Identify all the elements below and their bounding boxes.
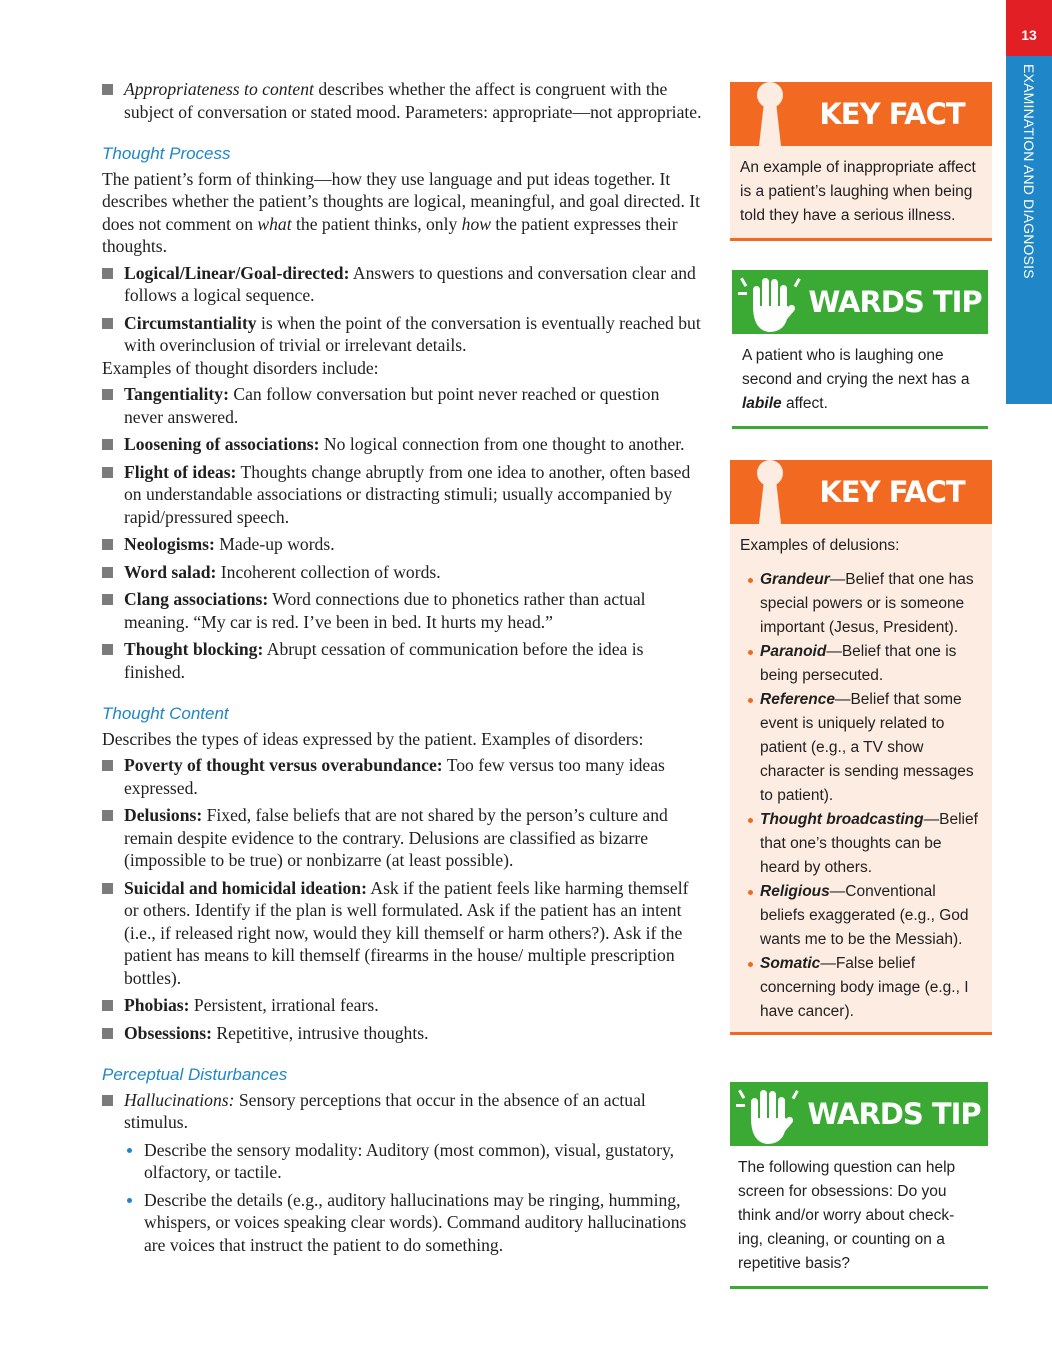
list-item: Grandeur—Belief that one has special powers or is someone important (Jesus, President).	[740, 568, 982, 640]
list-item: Delusions: Fixed, false beliefs that are not shared by the person’s culture and remain despite evidence to the contrary. Delusions are classified as bizarre (impossible to be true) or nonbizarre (at least possible).	[102, 804, 702, 872]
box-title: WARDS TIP	[807, 1097, 981, 1131]
box-text: An example of inappropriate affect is a patient’s laughing when being told they have a serious illness.	[740, 159, 976, 224]
sub-list-item: Describe the details (e.g., auditory hallucinations may be ringing, humming, whispers, or voices speaking clear words). Command auditory hallucinations are voices that instruct the patient to do something.	[102, 1189, 702, 1257]
list-item: Somatic—False belief concerning body image (e.g., I have cancer).	[740, 952, 982, 1024]
heading-thought-process: Thought Process	[102, 144, 231, 163]
list-item: Thought broadcasting—Belief that one’s thoughts can be heard by others.	[740, 808, 982, 880]
list-item: Neologisms: Made-up words.	[102, 533, 702, 556]
list-item: Phobias: Persistent, irrational fears.	[102, 994, 702, 1017]
list-item: Hallucinations: Sensory perceptions that occur in the absence of an actual stimulus.	[102, 1089, 702, 1134]
list-item: Appropriateness to content describes whether the affect is congruent with the subject of conversation or stated mood. Parameters: appropriate—not appropriate.	[102, 78, 702, 123]
list-item: Flight of ideas: Thoughts change abruptly from one idea to another, often based on understandable associations or distracting stimuli; usually accompanied by rapid/pressured speech.	[102, 461, 702, 529]
list-item: Clang associations: Word connections due to phonetics rather than actual meaning. “My car is red. I’ve been in bed. It hurts my head.”	[102, 588, 702, 633]
list-item: Tangentiality: Can follow conversation but point never reached or question never answered.	[102, 383, 702, 428]
thought-content-intro: Describes the types of ideas expressed by the patient. Examples of disorders:	[102, 728, 644, 749]
list-item: Circumstantiality is when the point of the conversation is eventually reached but with overinclusion of trivial or irrelevant details.	[102, 312, 702, 357]
sub-list-item: Describe the sensory modality: Auditory (most common), visual, gustatory, olfactory, or tactile.	[102, 1139, 702, 1184]
list-item: Suicidal and homicidal ideation: Ask if the patient feels like harming themself or others. Identify if the plan is well formulated. Ask if the patient has an intent (i.e., if released right now, would they kill themself or harm others?). Ask if the patient has means to kill themself (firearms in the house/ multiple prescription bottles).	[102, 877, 702, 990]
section-tab	[1006, 0, 1052, 404]
box-title: WARDS TIP	[808, 285, 982, 319]
list-item: Reference—Belief that some event is uniquely related to patient (e.g., a TV show character is sending messages to patient).	[740, 688, 982, 808]
keyhole-icon	[750, 82, 790, 146]
key-fact-box-1	[730, 82, 992, 241]
key-fact-box-2	[730, 460, 992, 1035]
box-text: The following question can help screen for obsessions: Do you think and/or worry about check-ing, cleaning, or counting on a repetitive basis?	[738, 1159, 956, 1272]
list-item: Loosening of associations: No logical connection from one thought to another.	[102, 433, 702, 456]
list-item: Logical/Linear/Goal-directed: Answers to questions and conversation clear and follows a logical sequence.	[102, 262, 702, 307]
thought-process-intro: The patient’s form of thinking—how they use language and put ideas together. It describes whether the patient’s thoughts are logical, meaningful, and goal directed. It does not comment on what the patient thinks, only how the patient expresses their thoughts.	[102, 168, 700, 256]
hand-icon	[734, 1082, 804, 1146]
list-item: Religious—Conventional beliefs exaggerated (e.g., God wants me to be the Messiah).	[740, 880, 982, 952]
list-item: Paranoid—Belief that one is being persecuted.	[740, 640, 982, 688]
box-title: KEY FACT	[819, 97, 965, 131]
list-item: Word salad: Incoherent collection of words.	[102, 561, 702, 584]
box-title: KEY FACT	[819, 475, 965, 509]
hand-icon	[736, 270, 806, 334]
page-number: 13	[1006, 0, 1052, 56]
heading-perceptual-disturbances: Perceptual Disturbances	[102, 1065, 288, 1084]
disorders-intro: Examples of thought disorders include:	[102, 357, 379, 378]
section-title: EXAMINATION AND DIAGNOSIS	[1021, 64, 1037, 279]
keyhole-icon	[750, 460, 790, 524]
main-text	[102, 78, 702, 1261]
box-text: A patient who is laughing one second and crying the next has a labile affect.	[742, 347, 970, 412]
list-item: Poverty of thought versus overabundance: Too few versus too many ideas expressed.	[102, 754, 702, 799]
box-intro: Examples of delusions:	[740, 537, 900, 554]
heading-thought-content: Thought Content	[102, 704, 229, 723]
list-item: Obsessions: Repetitive, intrusive thoughts.	[102, 1022, 702, 1045]
list-item: Thought blocking: Abrupt cessation of communication before the idea is finished.	[102, 638, 702, 683]
wards-tip-box-2	[730, 1082, 988, 1289]
wards-tip-box-1	[732, 270, 988, 429]
